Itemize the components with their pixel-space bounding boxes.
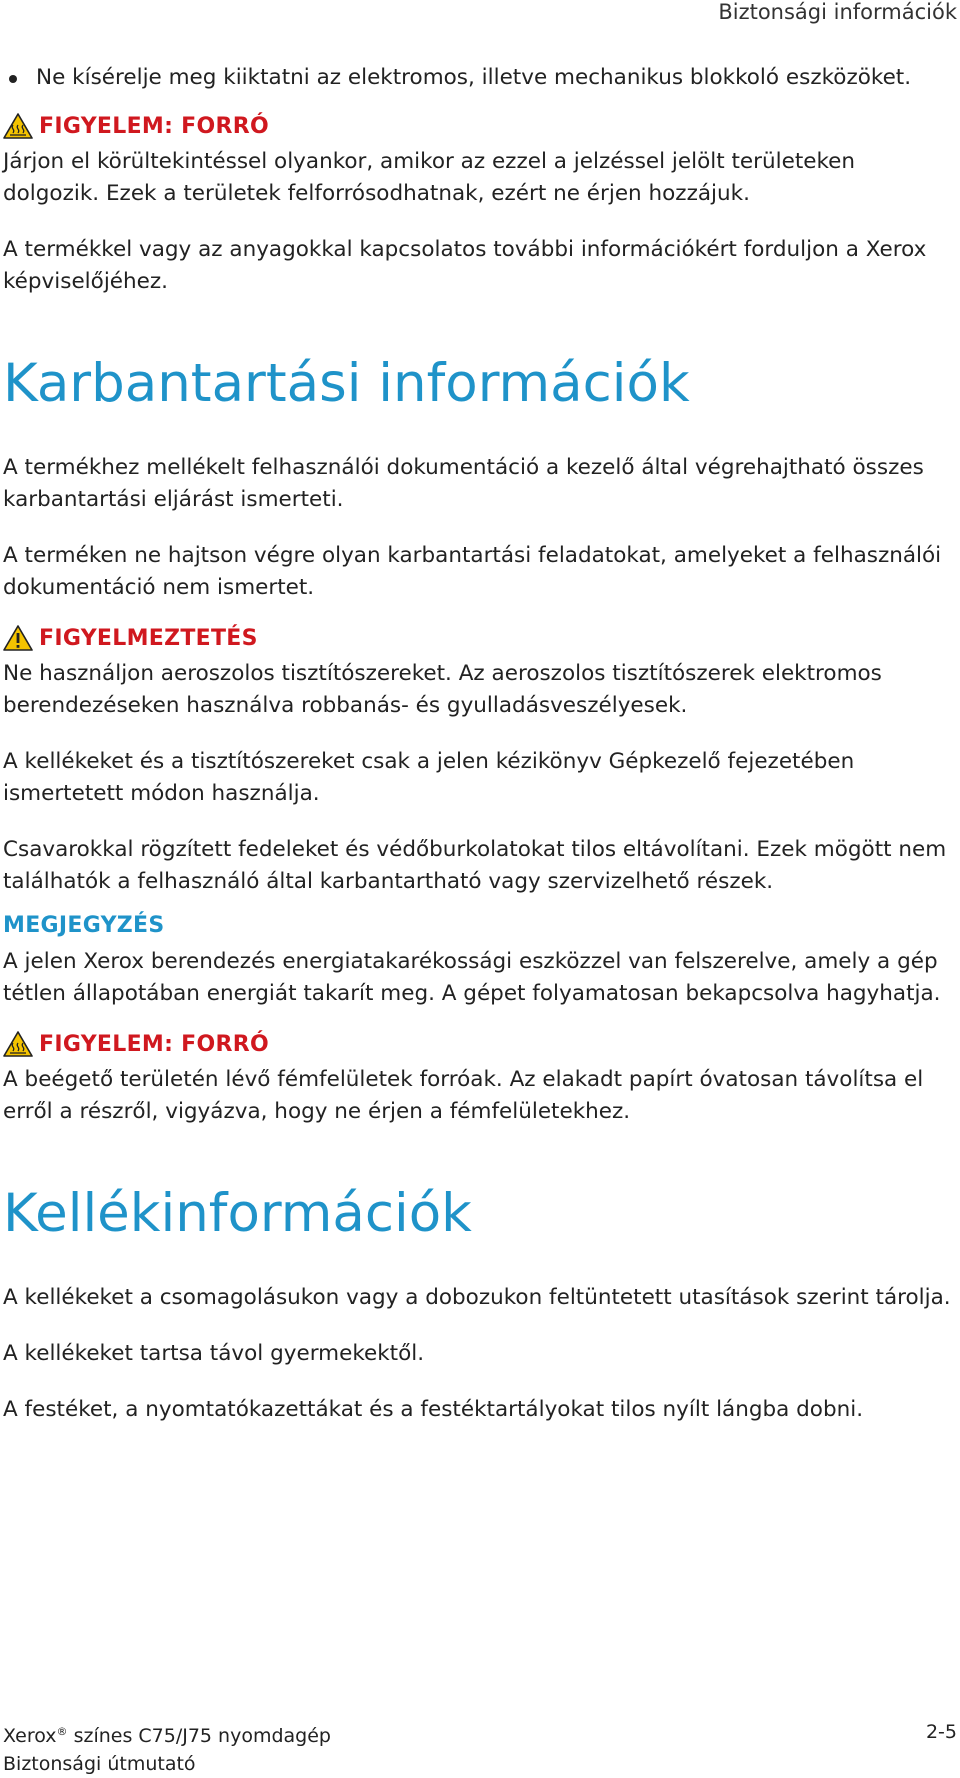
section-heading-supplies: Kellékinformációk [3, 1183, 472, 1244]
warning-text: Ne használjon aeroszolos tisztítószereket. Az aeroszolos tisztítószerek elektromos berendezéseken használva robbanás- és gyulladásveszélyesek. [3, 661, 882, 718]
footer-product: színes C75/J75 nyomdagép [67, 1725, 331, 1747]
page-number: 2-5 [925, 1721, 957, 1743]
hot-surface-warning-icon [3, 113, 33, 139]
registered-mark: ® [56, 1725, 68, 1738]
hot-surface-warning-icon [3, 1031, 33, 1057]
footer-product-info [3, 1718, 331, 1778]
list-item-text: Ne kísérelje meg kiiktatni az elektromos, illetve mechanikus blokkoló eszközöket. [36, 65, 912, 90]
warning-header [3, 622, 955, 654]
maintenance-paragraph-2: A terméken ne hajtson végre olyan karbantartási feladatokat, amelyeket a felhasználói dokumentáció nem ismertet. [3, 543, 942, 600]
contact-paragraph: A termékkel vagy az anyagokkal kapcsolatos további információkért forduljon a Xerox képviselőjéhez. [3, 237, 927, 294]
warning-label: FIGYELMEZTETÉS [39, 625, 258, 651]
footer-brand: Xerox [3, 1725, 57, 1747]
running-header: Biztonsági információk [718, 0, 957, 24]
caution-text: Járjon el körültekintéssel olyankor, amikor az ezzel a jelzéssel jelölt területeken dolgozik. Ezek a területek felforrósodhatnak, ezért ne érjen hozzájuk. [3, 149, 856, 206]
note-text: A jelen Xerox berendezés energiatakarékossági eszközzel van felszerelve, amely a gép tétlen állapotában energiát takarít meg. A gépet folyamatosan bekapcsolva hagyhatja. [3, 949, 941, 1006]
footer-product-line [3, 1718, 331, 1750]
caution-text: A beégető területén lévő fémfelületek forróak. Az elakadt papírt óvatosan távolítsa el erről a részről, vigyázva, hogy ne érjen a fémfelületekhez. [3, 1067, 924, 1124]
exclamation-warning-icon [3, 625, 33, 651]
note-label: MEGJEGYZÉS [3, 913, 165, 938]
maintenance-paragraph-1: A termékhez mellékelt felhasználói dokumentáció a kezelő által végrehajtható összes karbantartási eljárást ismerteti. [3, 455, 924, 512]
maintenance-paragraph-4: Csavarokkal rögzített fedeleket és védőburkolatokat tilos eltávolítani. Ezek mögött nem találhatók a felhasználó által karbantartható vagy szervizelhető részek. [3, 837, 947, 894]
bullet-dot [9, 75, 17, 83]
caution-label: FIGYELEM: FORRÓ [39, 1031, 269, 1057]
supplies-paragraph-1: A kellékeket a csomagolásukon vagy a dobozukon feltüntetett utasítások szerint tárolja. [3, 1285, 951, 1310]
supplies-paragraph-2: A kellékeket tartsa távol gyermekektől. [3, 1341, 425, 1366]
caution-hot-header [3, 1028, 955, 1060]
maintenance-paragraph-3: A kellékeket és a tisztítószereket csak a jelen kézikönyv Gépkezelő fejezetében ismertetett módon használja. [3, 749, 855, 806]
section-heading-maintenance: Karbantartási információk [3, 353, 690, 414]
caution-hot-header [3, 110, 955, 142]
supplies-paragraph-3: A festéket, a nyomtatókazettákat és a festéktartályokat tilos nyílt lángba dobni. [3, 1397, 864, 1422]
page-content [3, 62, 955, 1450]
caution-label: FIGYELEM: FORRÓ [39, 113, 269, 139]
list-item [3, 62, 955, 94]
footer-guide-title: Biztonsági útmutató [3, 1753, 196, 1775]
